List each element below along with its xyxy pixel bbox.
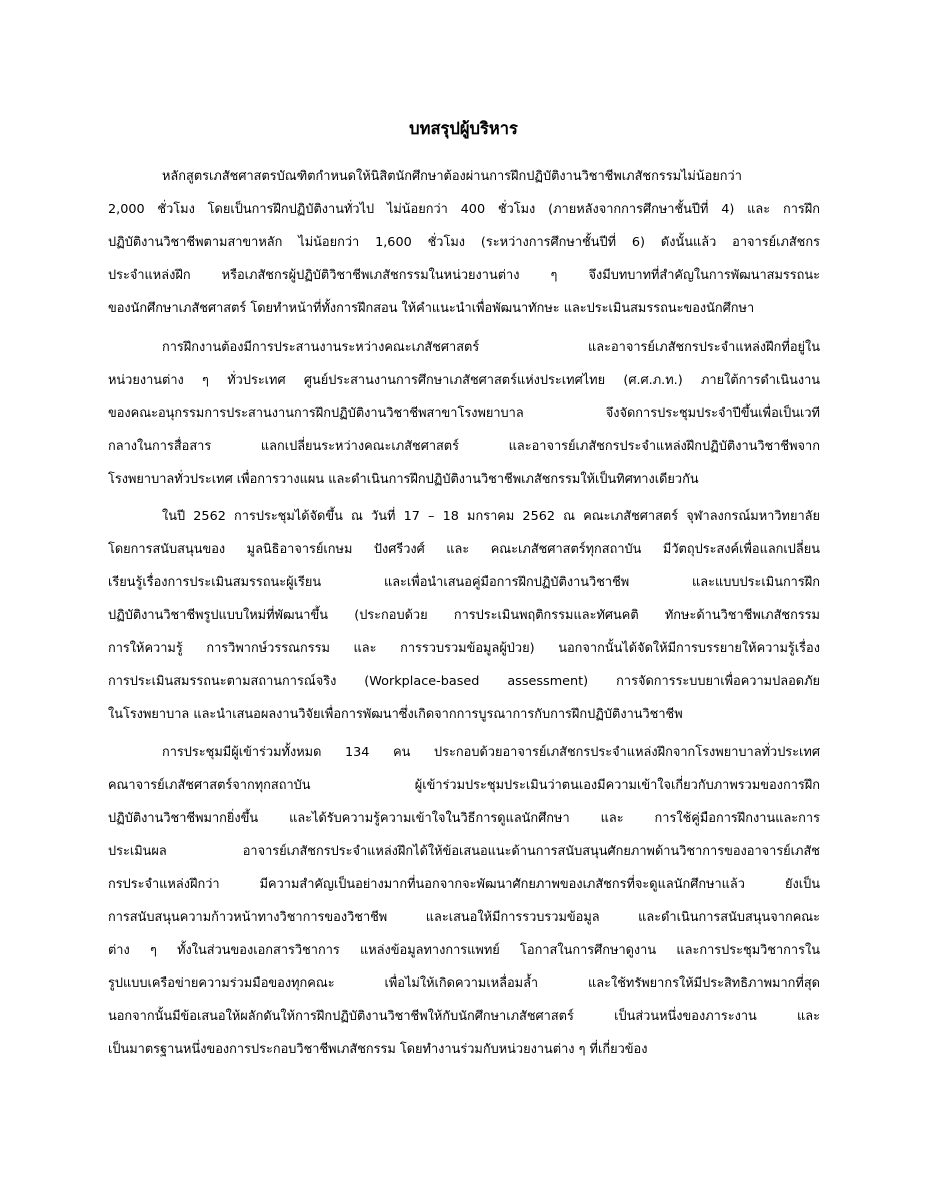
paragraph-line: ของคณะอนุกรรมการประสานงานการฝึกปฏิบัติงานวิชาชีพสาขาโรงพยาบาล จึงจัดการประชุมประจำปีขึ้นเพื่อเป็นเวที [108,406,820,421]
paragraph-curriculum-requirements [108,160,820,325]
paragraph-line: ปฏิบัติงานวิชาชีพรูปแบบใหม่ที่พัฒนาขึ้น (ประกอบด้วย การประเมินพฤติกรรมและทัศนคติ ทักษะด้านวิชาชีพเภสัชกรรม [108,608,820,623]
paragraph-line: 2,000 ชั่วโมง โดยเป็นการฝึกปฏิบัติงานทั่วไป ไม่น้อยกว่า 400 ชั่วโมง (ภายหลังจากการศึกษาชั้นปีที่ 4) และ การฝึก [108,202,820,217]
paragraph-line: ของนักศึกษาเภสัชศาสตร์ โดยทำหน้าที่ทั้งการฝึกสอน ให้คำแนะนำเพื่อพัฒนาทักษะ และประเมินสมรรถนะของนักศึกษา [108,301,755,316]
paragraph-line: โรงพยาบาลทั่วประเทศ เพื่อการวางแผน และดำเนินการฝึกปฏิบัติงานวิชาชีพเภสัชกรรมให้เป็นทิศทางเดียวกัน [108,472,699,487]
paragraph-line: เป็นมาตรฐานหนึ่งของการประกอบวิชาชีพเภสัชกรรม โดยทำงานร่วมกับหน่วยงานต่าง ๆ ที่เกี่ยวข้อง [108,1042,648,1057]
paragraph-line: ในโรงพยาบาล และนำเสนอผลงานวิจัยเพื่อการพัฒนาซึ่งเกิดจากการบูรณาการกับการฝึกปฏิบัติงานวิชาชีพ [108,707,683,722]
paragraph-line: เรียนรู้เรื่องการประเมินสมรรถนะผู้เรียน และเพื่อนำเสนอคู่มือการฝึกปฏิบัติงานวิชาชีพ และแบบประเมินการฝึก [108,575,820,590]
paragraph-meeting-2562 [108,500,820,731]
paragraph-line: โดยการสนับสนุนของ มูลนิธิอาจารย์เกษม ปังศรีวงศ์ และ คณะเภสัชศาสตร์ทุกสถาบัน มีวัตถุประสงค์เพื่อแลกเปลี่ยน [108,542,820,557]
paragraph-line: ต่าง ๆ ทั้งในส่วนของเอกสารวิชาการ แหล่งข้อมูลทางการแพทย์ โอกาสในการศึกษาดูงาน และการประชุมวิชาการใน [108,943,820,958]
paragraph-line: หน่วยงานต่าง ๆ ทั่วประเทศ ศูนย์ประสานงานการศึกษาเภสัชศาสตร์แห่งประเทศไทย (ศ.ศ.ภ.ท.) ภายใต้การดำเนินงาน [108,373,820,388]
paragraph-line: การฝึกงานต้องมีการประสานงานระหว่างคณะเภสัชศาสตร์ และอาจารย์เภสัชกรประจำแหล่งฝึกที่อยู่ใน [162,340,820,355]
paragraph-line: คณาจารย์เภสัชศาสตร์จากทุกสถาบัน ผู้เข้าร่วมประชุมประเมินว่าตนเองมีความเข้าใจเกี่ยวกับภาพรวมของการฝึก [108,778,820,793]
paragraph-coordination [108,331,820,496]
paragraph-line: รูปแบบเครือข่ายความร่วมมือของทุกคณะ เพื่อไม่ให้เกิดความเหลื่อมล้ำ และใช้ทรัพยากรให้มีประสิทธิภาพมากที่สุด [108,976,820,991]
paragraph-line: หลักสูตรเภสัชศาสตรบัณฑิตกำหนดให้นิสิตนักศึกษาต้องผ่านการฝึกปฏิบัติงานวิชาชีพเภสัชกรรมไม่น้อยกว่า [162,169,742,184]
paragraph-line: ประจำแหล่งฝึก หรือเภสัชกรผู้ปฏิบัติวิชาชีพเภสัชกรรมในหน่วยงานต่าง ๆ จึงมีบทบาทที่สำคัญในการพัฒนาสมรรถนะ [108,268,820,283]
paragraph-line: ประเมินผล อาจารย์เภสัชกรประจำแหล่งฝึกได้ให้ข้อเสนอแนะด้านการสนับสนุนศักยภาพด้านวิชาการของอาจารย์เภสัช [108,844,820,859]
paragraph-line: การประเมินสมรรถนะตามสถานการณ์จริง (Workplace-based assessment) การจัดการระบบยาเพื่อความปลอดภัย [108,674,820,689]
paragraph-line: ปฏิบัติงานวิชาชีพตามสาขาหลัก ไม่น้อยกว่า 1,600 ชั่วโมง (ระหว่างการศึกษาชั้นปีที่ 6) ดังนั้นแล้ว อาจารย์เภสัชกร [108,235,820,250]
paragraph-line: การประชุมมีผู้เข้าร่วมทั้งหมด 134 คน ประกอบด้วยอาจารย์เภสัชกรประจำแหล่งฝึกจากโรงพยาบาลทั่วประเทศ [162,745,820,760]
paragraph-participants-feedback [108,736,820,1066]
paragraph-line: กรประจำแหล่งฝึกว่า มีความสำคัญเป็นอย่างมากที่นอกจากจะพัฒนาศักยภาพของเภสัชกรที่จะดูแลนักศึกษาแล้ว ยังเป็น [108,877,820,892]
paragraph-line: ในปี 2562 การประชุมได้จัดขึ้น ณ วันที่ 17 – 18 มกราคม 2562 ณ คณะเภสัชศาสตร์ จุฬาลงกรณ์มหาวิทยาลัย [162,509,820,524]
paragraph-line: ปฏิบัติงานวิชาชีพมากยิ่งขึ้น และได้รับความรู้ความเข้าใจในวิธีการดูแลนักศึกษา และ การใช้คู่มือการฝึกงานและการ [108,811,820,826]
paragraph-line: กลางในการสื่อสาร แลกเปลี่ยนระหว่างคณะเภสัชศาสตร์ และอาจารย์เภสัชกรประจำแหล่งฝึกปฏิบัติงานวิชาชีพจาก [108,439,820,454]
paragraph-line: การให้ความรู้ การวิพากษ์วรรณกรรม และ การรวบรวมข้อมูลผู้ป่วย) นอกจากนั้นได้จัดให้มีการบรรยายให้ความรู้เรื่อง [108,641,820,656]
document-title: บทสรุปผู้บริหาร [409,119,518,138]
paragraph-line: นอกจากนั้นมีข้อเสนอให้ผลักดันให้การฝึกปฏิบัติงานวิชาชีพให้กับนักศึกษาเภสัชศาสตร์ เป็นส่วนหนึ่งของภาระงาน และ [108,1009,820,1024]
paragraph-line: การสนับสนุนความก้าวหน้าทางวิชาการของวิชาชีพ และเสนอให้มีการรวบรวมข้อมูล และดำเนินการสนับสนุนจากคณะ [108,910,820,925]
